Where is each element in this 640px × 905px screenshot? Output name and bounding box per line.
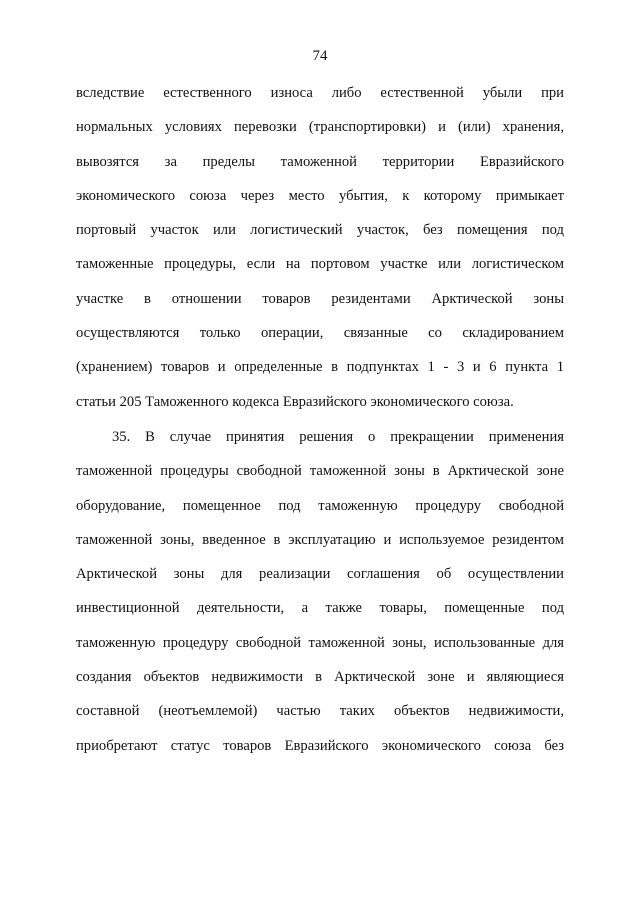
page-number: 74 [312,48,328,64]
text-line: портовый участок или логистический участок, без помещения под [76,222,564,239]
text-line: участке в отношении товаров резидентами Арктической зоны [76,290,564,307]
text-line: (хранением) товаров и определенные в подпунктах 1 - 3 и 6 пункта 1 [76,359,564,376]
text-line: таможенную процедуру свободной таможенной зоны, использованные для [76,634,564,651]
text-line: Арктической зоны для реализации соглашения об осуществлении [76,566,564,583]
text-line: оборудование, помещенное под таможенную процедуру свободной [76,497,564,514]
text-line: составной (неотъемлемой) частью таких объектов недвижимости, [76,703,564,720]
text-line: таможенной процедуры свободной таможенной зоны в Арктической зоне [76,463,564,480]
text-line: осуществляются только операции, связанные со складированием [76,325,564,342]
text-line: таможенной зоны, введенное в эксплуатацию и используемое резидентом [76,531,564,548]
text-line: экономического союза через место убытия, к которому примыкает [76,187,564,204]
paragraph-35 [76,427,564,770]
text-line: инвестиционной деятельности, а также товары, помещенные под [76,600,564,617]
text-line: статьи 205 Таможенного кодекса Евразийского экономического союза. [76,393,514,410]
text-line: нормальных условиях перевозки (транспортировки) и (или) хранения, [76,119,564,136]
text-line: таможенные процедуры, если на портовом участке или логистическом [76,256,564,273]
text-line: 35. В случае принятия решения о прекращении применения [112,429,564,445]
text-line: приобретают статус товаров Евразийского экономического союза без [76,737,564,754]
text-line: вследствие естественного износа либо естественной убыли при [76,85,564,101]
text-line: вывозятся за пределы таможенной территории Евразийского [76,153,564,170]
paragraph-continuation [76,83,564,426]
text-line: создания объектов недвижимости в Арктической зоне и являющиеся [76,669,564,686]
